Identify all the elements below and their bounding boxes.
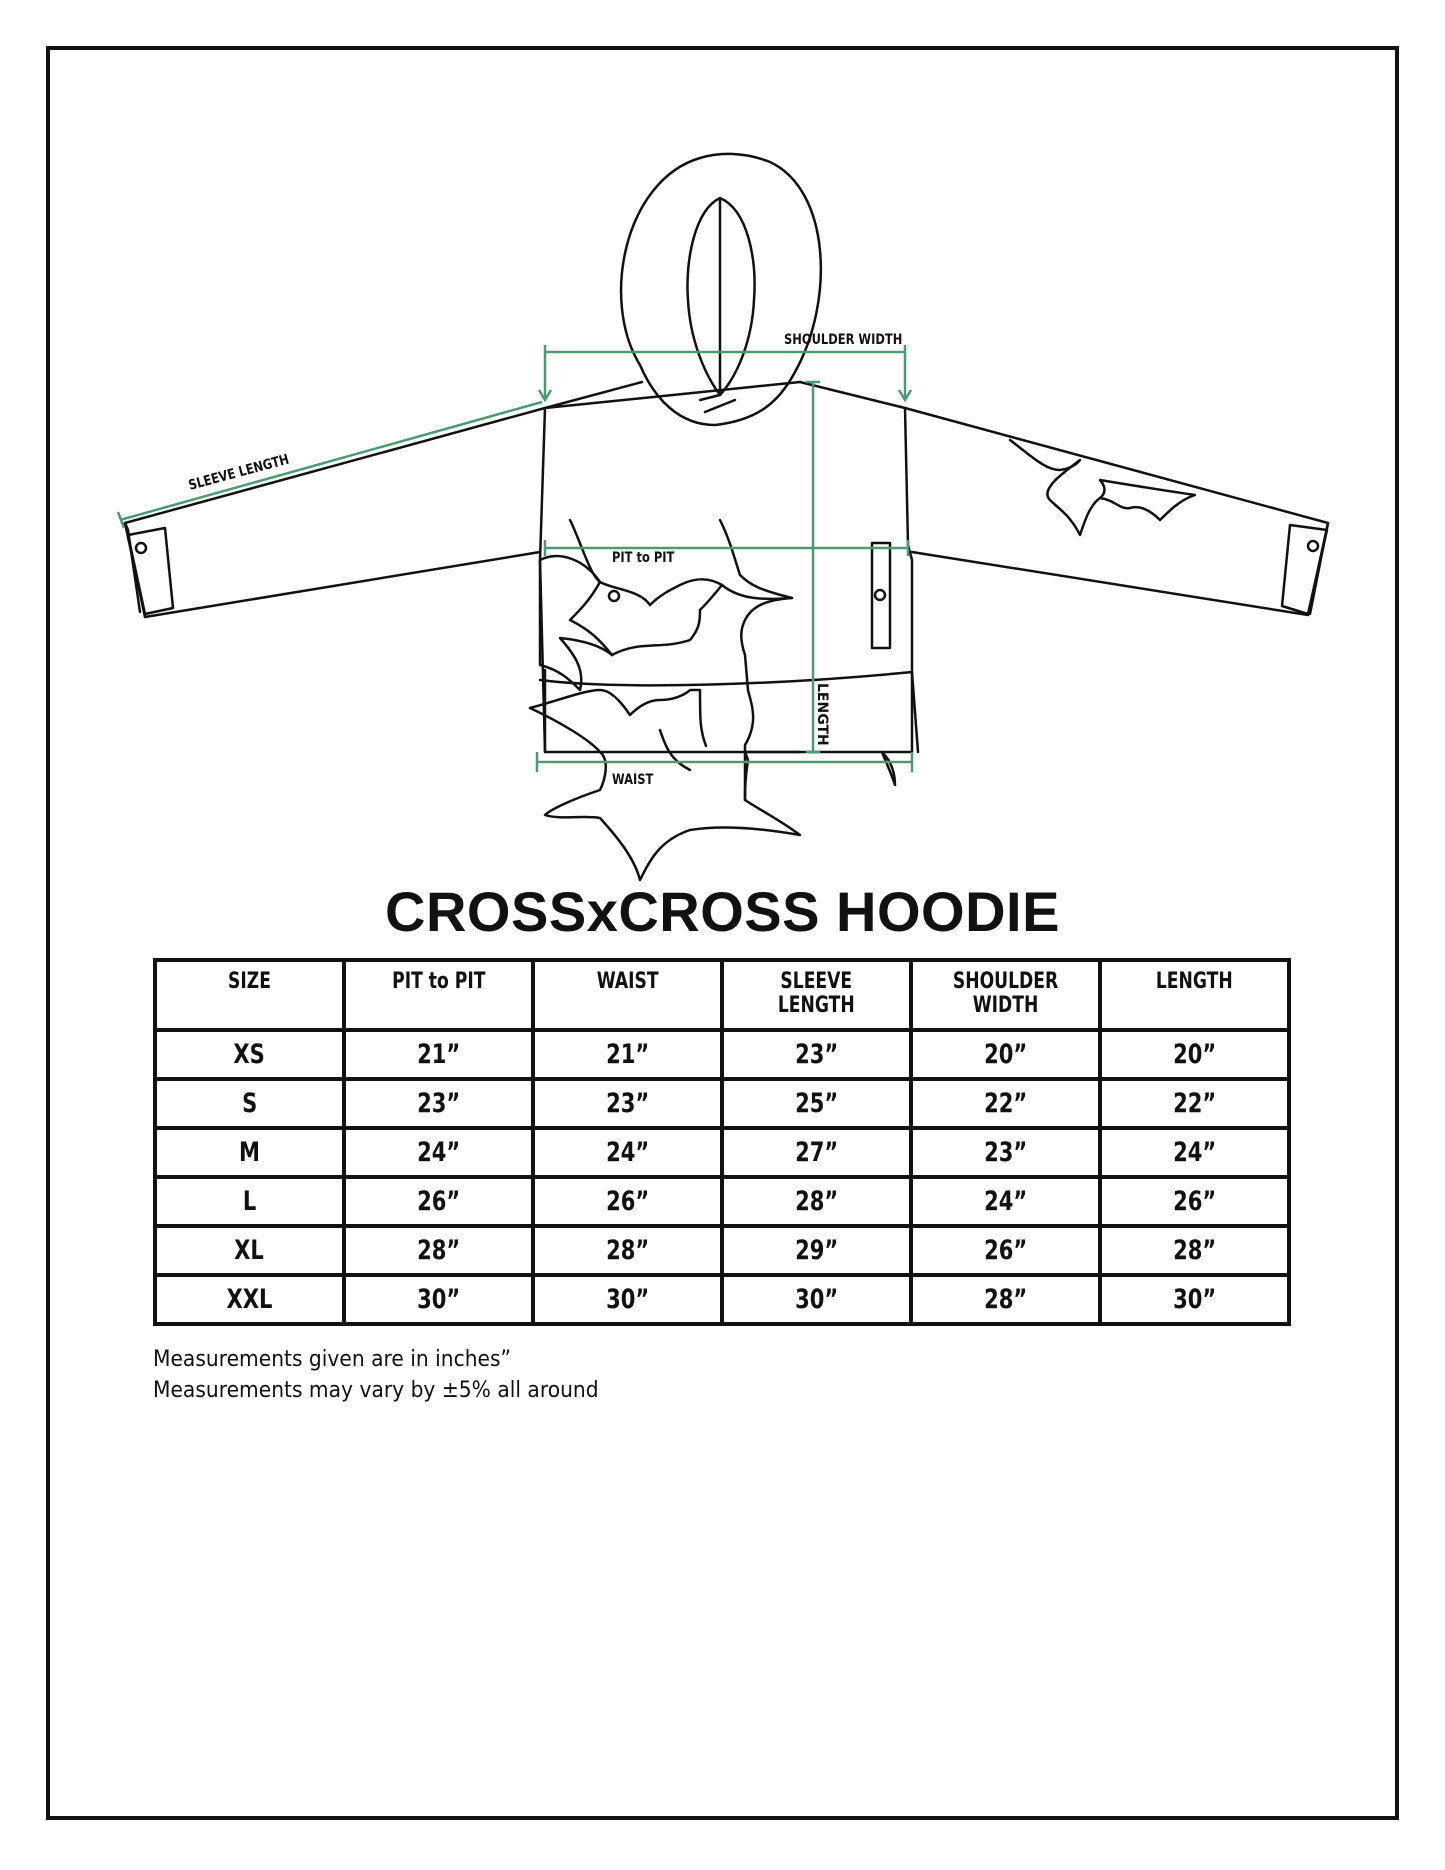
table-row bbox=[155, 1177, 1289, 1226]
body-outline bbox=[540, 382, 912, 752]
cell-size: S bbox=[155, 1079, 344, 1128]
measurement-notes bbox=[153, 1344, 637, 1406]
header-size: SIZE bbox=[155, 960, 344, 1030]
pit-to-pit-label: PIT to PIT bbox=[612, 549, 675, 567]
cell-size: XL bbox=[155, 1226, 344, 1275]
cell-length: 26” bbox=[1100, 1177, 1289, 1226]
cell-waist: 30” bbox=[533, 1275, 722, 1324]
note-variance: Measurements may vary by ±5% all around bbox=[153, 1378, 599, 1403]
cell-pit-to-pit: 26” bbox=[344, 1177, 533, 1226]
cell-length: 22” bbox=[1100, 1079, 1289, 1128]
waist-line bbox=[537, 752, 912, 772]
cell-size: L bbox=[155, 1177, 344, 1226]
cell-shoulder-width: 24” bbox=[911, 1177, 1100, 1226]
cell-shoulder-width: 28” bbox=[911, 1275, 1100, 1324]
cell-sleeve-length: 29” bbox=[722, 1226, 911, 1275]
table-header-row bbox=[155, 960, 1289, 1030]
size-chart-table bbox=[153, 958, 1291, 1326]
length-label: LENGTH bbox=[814, 683, 830, 746]
cell-size: XS bbox=[155, 1030, 344, 1079]
header-sleeve-length: SLEEVE LENGTH bbox=[722, 960, 911, 1030]
cell-shoulder-width: 20” bbox=[911, 1030, 1100, 1079]
cell-shoulder-width: 22” bbox=[911, 1079, 1100, 1128]
cell-length: 24” bbox=[1100, 1128, 1289, 1177]
cell-waist: 23” bbox=[533, 1079, 722, 1128]
cell-length: 28” bbox=[1100, 1226, 1289, 1275]
cell-pit-to-pit: 28” bbox=[344, 1226, 533, 1275]
table-row bbox=[155, 1079, 1289, 1128]
cell-sleeve-length: 23” bbox=[722, 1030, 911, 1079]
cell-waist: 24” bbox=[533, 1128, 722, 1177]
right-sleeve bbox=[905, 408, 1328, 615]
cell-pit-to-pit: 23” bbox=[344, 1079, 533, 1128]
table-row bbox=[155, 1275, 1289, 1324]
cell-pit-to-pit: 30” bbox=[344, 1275, 533, 1324]
cell-length: 30” bbox=[1100, 1275, 1289, 1324]
cell-sleeve-length: 27” bbox=[722, 1128, 911, 1177]
cell-size: M bbox=[155, 1128, 344, 1177]
cell-sleeve-length: 28” bbox=[722, 1177, 911, 1226]
table-row bbox=[155, 1226, 1289, 1275]
note-units: Measurements given are in inches” bbox=[153, 1347, 512, 1372]
cross-graphic bbox=[540, 556, 612, 690]
cell-length: 20” bbox=[1100, 1030, 1289, 1079]
sleeve-length-label: SLEEVE LENGTH bbox=[186, 451, 291, 495]
left-sleeve bbox=[125, 408, 545, 617]
cell-shoulder-width: 26” bbox=[911, 1226, 1100, 1275]
shoulder-width-label: SHOULDER WIDTH bbox=[784, 331, 903, 349]
cell-sleeve-length: 30” bbox=[722, 1275, 911, 1324]
waist-label: WAIST bbox=[612, 771, 654, 789]
cell-waist: 28” bbox=[533, 1226, 722, 1275]
header-length: LENGTH bbox=[1100, 960, 1289, 1030]
header-pit-to-pit: PIT to PIT bbox=[344, 960, 533, 1030]
pit-to-pit-line bbox=[545, 540, 908, 556]
cell-size: XXL bbox=[155, 1275, 344, 1324]
table-row bbox=[155, 1128, 1289, 1177]
page-title: CROSSxCROSS HOODIE bbox=[385, 880, 1060, 943]
cell-waist: 21” bbox=[533, 1030, 722, 1079]
cell-sleeve-length: 25” bbox=[722, 1079, 911, 1128]
sleeve-length-line bbox=[120, 402, 542, 520]
header-waist: WAIST bbox=[533, 960, 722, 1030]
cell-waist: 26” bbox=[533, 1177, 722, 1226]
header-shoulder-width: SHOULDER WIDTH bbox=[911, 960, 1100, 1030]
cell-pit-to-pit: 24” bbox=[344, 1128, 533, 1177]
cell-pit-to-pit: 21” bbox=[344, 1030, 533, 1079]
hoodie-diagram bbox=[0, 0, 1445, 920]
cell-shoulder-width: 23” bbox=[911, 1128, 1100, 1177]
table-row bbox=[155, 1030, 1289, 1079]
